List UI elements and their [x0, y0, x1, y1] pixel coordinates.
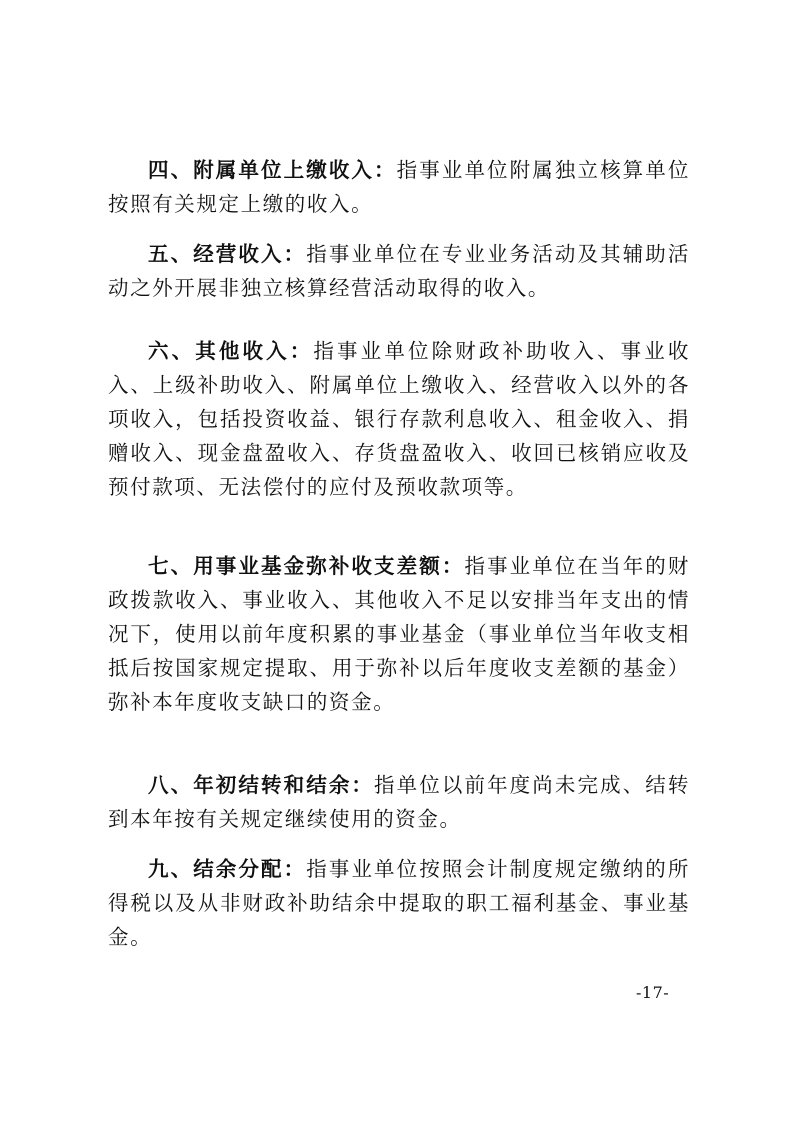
page-number: -17-	[636, 983, 670, 1002]
term-heading: 九、结余分配：	[148, 857, 307, 881]
term-heading: 六、其他收入：	[148, 339, 314, 363]
term-heading: 七、用事业基金弥补收支差额：	[148, 554, 465, 578]
paragraph-surplus-distribution	[108, 852, 690, 954]
term-definition: 指事业单位在专业业务活动及其辅助活动之外开展非独立核算经营活动取得的收入。	[108, 242, 690, 300]
term-heading: 四、附属单位上缴收入：	[148, 158, 397, 182]
paragraph-other-income	[108, 334, 690, 504]
paragraph-business-fund-offset	[108, 549, 690, 719]
term-heading: 八、年初结转和结余：	[148, 773, 375, 797]
term-definition: 指事业单位附属独立核算单位按照有关规定上缴的收入。	[108, 158, 690, 216]
term-definition: 指单位以前年度尚未完成、结转到本年按有关规定继续使用的资金。	[108, 773, 690, 831]
paragraph-carryover-balance	[108, 768, 690, 836]
term-heading: 五、经营收入：	[148, 242, 307, 266]
paragraph-affiliated-unit-income	[108, 153, 690, 221]
paragraph-operating-income	[108, 237, 690, 305]
term-definition: 指事业单位按照会计制度规定缴纳的所得税以及从非财政补助结余中提取的职工福利基金、事业基金。	[108, 857, 690, 949]
term-definition: 指事业单位在当年的财政拨款收入、事业收入、其他收入不足以安排当年支出的情况下，使用以前年度积累的事业基金（事业单位当年收支相抵后按国家规定提取、用于弥补以后年度收支差额的基金）弥补本年度收支缺口的资金。	[108, 554, 691, 714]
term-definition: 指事业单位除财政补助收入、事业收入、上级补助收入、附属单位上缴收入、经营收入以外的各项收入，包括投资收益、银行存款利息收入、租金收入、捐赠收入、现金盘盈收入、存货盘盈收入、收回已核销应收及预付款项、无法偿付的应付及预收款项等。	[108, 339, 690, 499]
